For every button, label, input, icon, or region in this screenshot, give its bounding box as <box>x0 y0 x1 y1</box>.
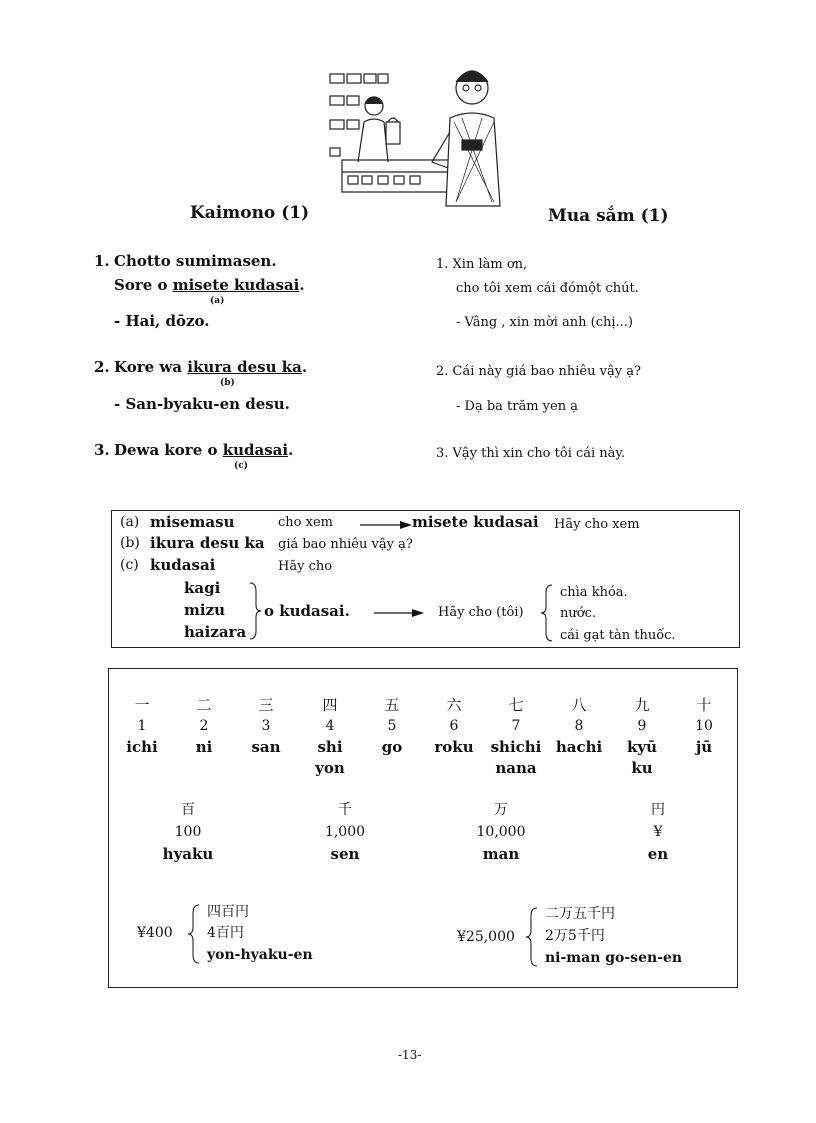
number-digit: 4 <box>325 718 335 734</box>
number-thousand <box>300 799 390 865</box>
number-romaji: man <box>482 845 520 863</box>
example-400-amount: ¥400 <box>137 925 173 941</box>
number-romaji: go <box>381 738 403 756</box>
number-kanji: 七 <box>508 696 524 714</box>
number-kanji: 一 <box>134 696 150 714</box>
number-8 <box>549 695 609 758</box>
dialogue-3-pre: Dewa kore o <box>114 441 223 459</box>
dialogue-3-number: 3. <box>94 441 110 459</box>
number-digit: 9 <box>637 718 647 734</box>
arrow-icon <box>374 608 424 618</box>
right-brace-icon <box>248 581 262 641</box>
dialogue-2-reply: - San-byaku-en desu. <box>114 395 290 413</box>
vocab-a-meaning: cho xem <box>278 515 333 530</box>
vocab-a-result-meaning: Hãy cho xem <box>554 517 640 532</box>
number-romaji: en <box>647 845 669 863</box>
translation-2-b: - Dạ ba trăm yen ạ <box>456 399 578 414</box>
page-number: -13- <box>398 1048 422 1062</box>
vocab-b-meaning: giá bao nhiêu vậy ạ? <box>278 537 413 552</box>
shop-illustration <box>322 62 502 210</box>
number-romaji: san <box>251 738 281 756</box>
number-romaji: hyaku <box>162 845 214 863</box>
dialogue-2-post: . <box>301 358 308 376</box>
dialogue-2-pre: Kore wa <box>114 358 188 376</box>
number-1 <box>112 695 172 758</box>
right-title: Mua sắm (1) <box>548 206 669 226</box>
number-ten-thousand <box>456 799 546 865</box>
number-digit: 1 <box>137 718 147 734</box>
number-kanji: 二 <box>196 696 212 714</box>
number-romaji: shichi <box>490 738 542 756</box>
number-romaji: kyū <box>626 738 657 756</box>
number-romaji-alt: yon <box>315 759 345 777</box>
dialogue-1-reply: - Hai, dōzo. <box>114 312 210 330</box>
number-kanji: 九 <box>634 696 650 714</box>
number-hundred <box>143 799 233 865</box>
example-25000-kanji: 二万五千円 <box>545 906 615 922</box>
marker-b: (b) <box>220 378 235 388</box>
marker-c: (c) <box>234 461 248 471</box>
number-digit: 8 <box>574 718 584 734</box>
number-yen <box>613 799 703 865</box>
example-25000-romaji: ni-man go-sen-en <box>545 950 683 966</box>
vocab-a-result: misete kudasai <box>412 513 539 531</box>
dialogue-1-line-b <box>114 274 305 296</box>
dialogue-3-line <box>114 439 293 461</box>
example-400-kanji: 四百円 <box>207 904 249 920</box>
vocab-o-kudasai: o kudasai. <box>264 602 350 620</box>
vocab-a-word: misemasu <box>150 513 235 531</box>
left-brace-icon <box>187 903 201 965</box>
number-kanji: 百 <box>181 802 195 818</box>
translation-3-a: 3. Vậy thì xin cho tôi cái này. <box>436 446 626 461</box>
number-6 <box>424 695 484 758</box>
number-9 <box>612 695 672 779</box>
number-digit: 5 <box>387 718 397 734</box>
number-4 <box>300 695 360 779</box>
left-brace-icon <box>525 906 539 968</box>
number-kanji: 六 <box>446 696 462 714</box>
number-romaji: ni <box>195 738 213 756</box>
number-7 <box>486 695 546 779</box>
dialogue-1-pre: Sore o <box>114 276 173 294</box>
example-25000-mixed: 2万5千円 <box>545 928 605 944</box>
vocab-b-word: ikura desu ka <box>150 534 265 552</box>
number-digit: 2 <box>199 718 209 734</box>
number-digit: 10,000 <box>476 824 526 840</box>
number-digit: 7 <box>511 718 521 734</box>
translation-1-a: 1. Xin làm ơn, <box>436 257 528 272</box>
translation-1-c: - Vâng , xin mời anh (chị...) <box>456 315 633 330</box>
number-digit: 6 <box>449 718 459 734</box>
number-romaji-alt: ku <box>631 759 653 777</box>
example-25000-amount: ¥25,000 <box>457 929 515 945</box>
number-romaji: hachi <box>555 738 603 756</box>
example-400-mixed: 4百円 <box>207 925 244 941</box>
dialogue-1-post: . <box>299 276 305 294</box>
vocab-b-label: (b) <box>120 535 140 551</box>
number-kanji: 万 <box>494 802 508 818</box>
arrow-icon <box>360 520 412 530</box>
number-romaji: ichi <box>126 738 158 756</box>
translation-1-b: cho tôi xem cái đómột chút. <box>456 281 639 296</box>
left-title: Kaimono (1) <box>190 203 310 223</box>
number-romaji: sen <box>330 845 360 863</box>
vocab-item-mizu: mizu <box>184 601 225 619</box>
dialogue-2-line <box>114 356 307 378</box>
number-romaji: jū <box>695 738 713 756</box>
dialogue-1-number: 1. <box>94 252 110 270</box>
number-digit: 3 <box>261 718 271 734</box>
number-kanji: 八 <box>571 696 587 714</box>
vocab-item-haizara: haizara <box>184 623 247 641</box>
dialogue-3-post: . <box>288 441 294 459</box>
number-kanji: 円 <box>651 802 665 818</box>
number-kanji: 五 <box>384 696 400 714</box>
number-kanji: 三 <box>258 696 274 714</box>
number-digit: 100 <box>174 824 202 840</box>
number-kanji: 十 <box>696 696 712 714</box>
left-brace-icon <box>540 583 554 643</box>
number-10 <box>674 695 734 758</box>
dialogue-3-key-phrase: kudasai <box>222 441 289 459</box>
dialogue-2-key-phrase: ikura desu ka <box>187 358 302 376</box>
number-romaji-alt: nana <box>495 759 537 777</box>
vocab-c-word: kudasai <box>150 556 216 574</box>
vocab-item-kagi: kagi <box>184 579 221 597</box>
number-kanji: 四 <box>322 696 338 714</box>
vocab-a-label: (a) <box>120 514 140 530</box>
vocabulary-box <box>111 510 740 648</box>
dialogue-1-line-a: Chotto sumimasen. <box>114 252 277 270</box>
number-2 <box>174 695 234 758</box>
number-romaji: roku <box>434 738 474 756</box>
number-5 <box>362 695 422 758</box>
number-3 <box>236 695 296 758</box>
translation-2-a: 2. Cái này giá bao nhiêu vậy ạ? <box>436 364 641 379</box>
vocab-c-meaning: Hãy cho <box>278 559 333 574</box>
number-romaji: shi <box>317 738 343 756</box>
number-kanji: 千 <box>338 802 352 818</box>
example-400-romaji: yon-hyaku-en <box>207 947 313 963</box>
marker-a: (a) <box>210 296 225 306</box>
numbers-box <box>108 668 738 988</box>
dialogue-2-number: 2. <box>94 358 110 376</box>
vocab-meaning-ashtray: cái gạt tàn thuốc. <box>560 628 676 643</box>
number-digit: 1,000 <box>324 824 366 840</box>
number-digit: 10 <box>695 718 713 734</box>
vocab-meaning-key: chìa khóa. <box>560 585 628 600</box>
number-digit: ¥ <box>653 824 663 840</box>
vocab-give-me: Hãy cho (tôi) <box>438 605 524 620</box>
vocab-meaning-water: nước. <box>560 606 596 621</box>
vocab-c-label: (c) <box>120 557 139 573</box>
dialogue-1-key-phrase: misete kudasai <box>172 276 300 294</box>
